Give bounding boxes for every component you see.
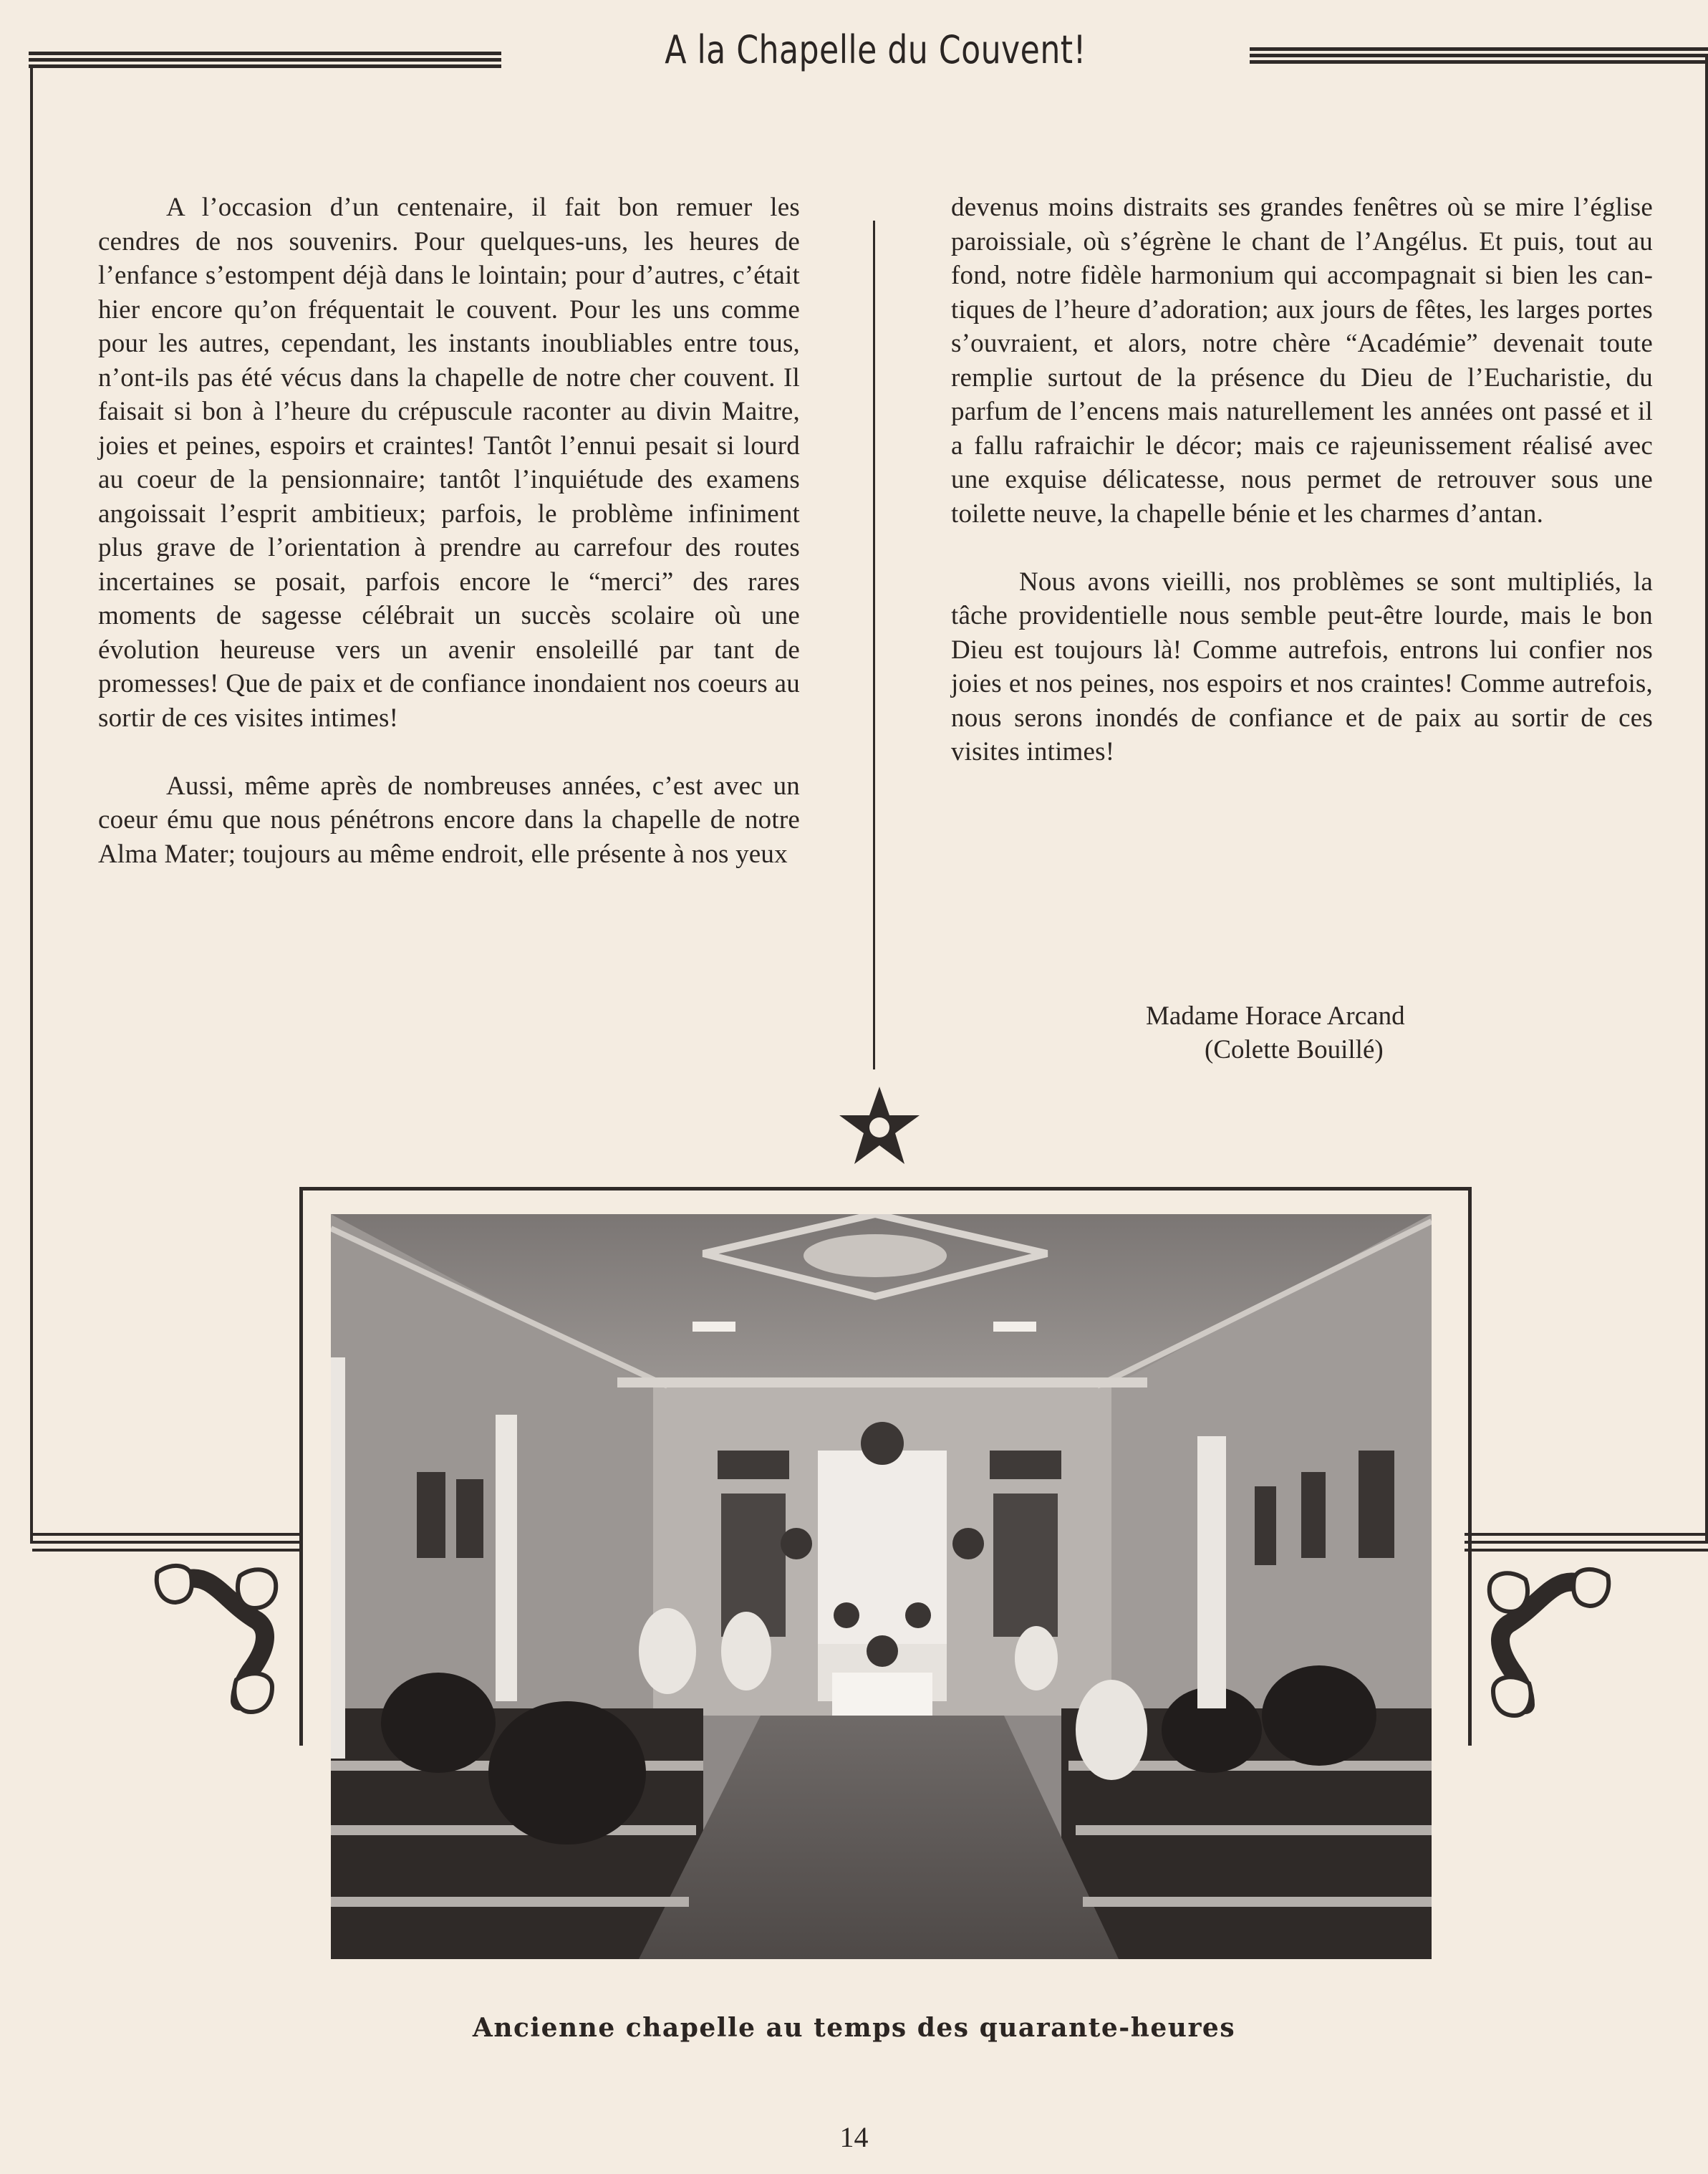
author-name: Madame Horace Arcand: [1146, 1001, 1405, 1031]
column-divider: [873, 221, 875, 1069]
ribbon-tulip-ornament-icon: [1475, 1562, 1618, 1719]
page-title: A la Chapelle du Couvent!: [665, 27, 1086, 72]
article-column-right: [951, 191, 1653, 803]
author-maiden-name: (Colette Bouillé): [1205, 1035, 1384, 1064]
article-column-left: [98, 191, 800, 905]
photo-rule-left: [32, 1533, 301, 1552]
title-rule-left: [29, 52, 501, 67]
box-border-left: [30, 68, 33, 1544]
photo-caption: Ancienne chapelle au temps des quarante-heures: [472, 2013, 1236, 2043]
chapel-photo-illustration: [331, 1214, 1432, 1959]
paragraph: Nous avons vieilli, nos problèmes se sont multipliés, la tâche providentielle nous semble peut-être lourde, mais le bon Dieu est toujours là! Comme autrefois, entrons lui confier nos joies et nos peines, nos espoirs et nos craintes! Comme autrefois, nous serons inondés de confiance et de paix au sortir de ces visites intimes!: [951, 567, 1653, 766]
chapel-photo: [331, 1214, 1432, 1959]
author-signature: [1146, 999, 1405, 1067]
page-number: 14: [839, 2121, 869, 2153]
photo-rule-right: [1465, 1533, 1708, 1552]
ribbon-tulip-ornament-icon: [147, 1558, 290, 1716]
paragraph: A l’occasion d’un centenaire, il fait bon remuer les cendres de nos souvenirs. Pour quelques-uns, les heures de l’enfance s’estompent déjà dans le lointain; pour d’autres, c’était hier encore qu’on fréquentait le couvent. Pour les uns comme pour les autres, cependant, les instants inoubliables entre tous, n’ont-ils pas été vécus dans la chapelle de notre cher couvent. Il faisait si bon à l’heure du crépuscule raconter au divin Maitre, joies et peines, espoirs et craintes! Tantôt l’ennui pesait si lourd au coeur de la pensionnaire; tantôt l’inquiétude des examens angoissait l’esprit ambitieux; parfois, le problème infiniment plus grave de l’orientation à prendre au carrefour des routes incertaines se posait, parfois encore le “merci” des rares moments de sagesse célébrait un succès scolaire où une évolution heureuse vers un avenir ensoleillé par tant de promesses! Que de paix et de confiance inondaient nos coeurs au sortir de ces visites intimes!: [98, 193, 800, 733]
box-border-right: [1705, 57, 1708, 1544]
star-ornament-icon: [836, 1085, 922, 1168]
title-rule-right: [1250, 47, 1708, 63]
paragraph: Aussi, même après de nombreuses années, c’est avec un coeur ému que nous pénétrons encore dans la chapelle de notre Alma Mater; toujours au même endroit, elle présente à nos yeux: [98, 771, 800, 869]
paragraph: devenus moins distraits ses grandes fenêtres où se mire l’église paroissiale, où s’égrène le chant de l’Angélus. Et puis, tout au fond, notre fidèle harmonium qui accompagnait si bien les cantiques de l’heure d’adoration; aux jours de fêtes, les larges portes s’ouvraient, et alors, notre chère “Académie” devenait toute remplie surtout de la présence du Dieu de l’Eucharistie, du parfum de l’encens mais naturellement les années ont passé et il a fallu rafraichir le décor; mais ce rajeunissement réalisé avec une exquise délicatesse, nous permet de retrouver sous une toilette neuve, la chapelle bénie et les charmes d’antan.: [951, 193, 1653, 529]
